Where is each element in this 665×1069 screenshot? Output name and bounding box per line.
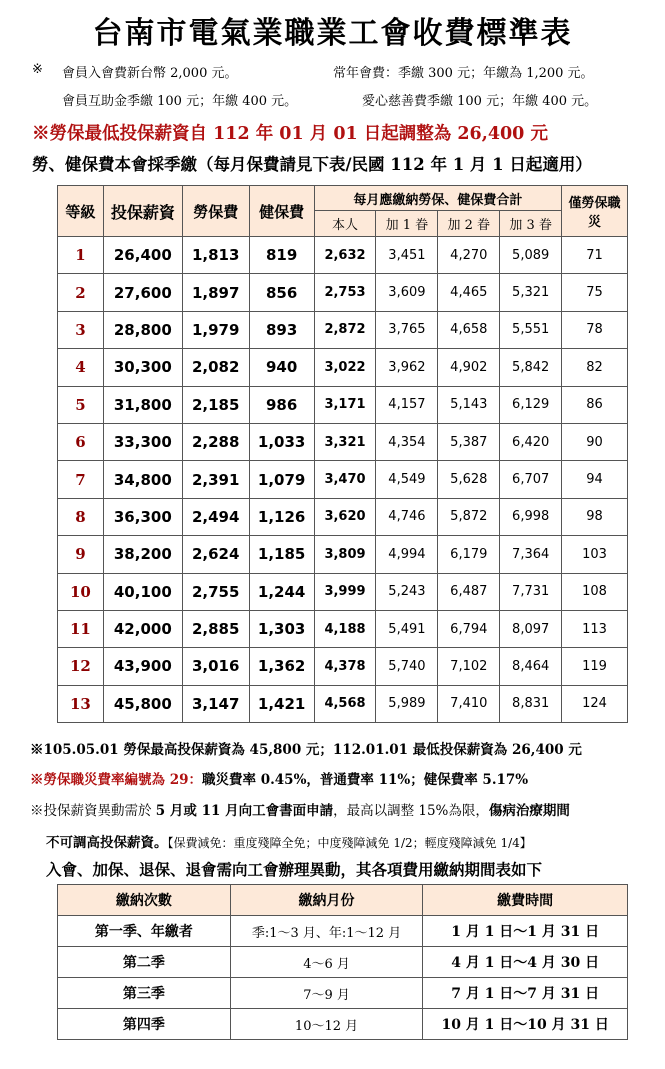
table-row — [58, 349, 628, 386]
entry-fee-note: 會員入會費新台幣 2,000 元。 — [62, 66, 238, 81]
dep1-total-cell: 3,765 — [376, 311, 438, 348]
table-row — [58, 274, 628, 311]
table-row — [58, 947, 628, 978]
rate-table — [57, 185, 628, 723]
labor-fee-cell: 1,897 — [182, 274, 249, 311]
level-cell: 10 — [58, 573, 104, 610]
payment-table — [57, 884, 628, 1040]
self-total-cell: 3,620 — [314, 498, 376, 535]
labor-fee-cell: 2,885 — [182, 610, 249, 647]
self-total-cell: 3,321 — [314, 423, 376, 460]
salary-cell: 43,900 — [103, 648, 182, 685]
level-cell: 9 — [58, 536, 104, 573]
header-monthly-total: 每月應繳納勞保、健保費合計 — [314, 186, 562, 211]
level-cell: 1 — [58, 237, 104, 274]
header-labor-fee: 勞保費 — [182, 186, 249, 237]
header-health-fee: 健保費 — [249, 186, 314, 237]
table-row — [58, 610, 628, 647]
notes-mark: ※ — [32, 62, 43, 77]
self-total-cell: 2,872 — [314, 311, 376, 348]
level-cell: 6 — [58, 423, 104, 460]
dep1-total-cell: 3,609 — [376, 274, 438, 311]
level-cell: 13 — [58, 685, 104, 722]
labor-fee-cell: 2,185 — [182, 386, 249, 423]
dep2-total-cell: 6,179 — [438, 536, 500, 573]
header-occupational: 僅勞保職災 — [562, 186, 628, 237]
pay-count-cell: 第四季 — [58, 1009, 231, 1040]
dep3-total-cell: 6,420 — [500, 423, 562, 460]
table-row — [58, 1009, 628, 1040]
footnote-rates-code: ※勞保職災費率編號為 29： — [30, 772, 202, 788]
salary-cell: 34,800 — [103, 461, 182, 498]
page-title: 台南市電氣業職業工會收費標準表 — [92, 16, 573, 51]
salary-cell: 38,200 — [103, 536, 182, 573]
dep3-total-cell: 5,842 — [500, 349, 562, 386]
header-level: 等級 — [58, 186, 104, 237]
health-fee-cell: 893 — [249, 311, 314, 348]
pay-months-cell: 4～6 月 — [230, 947, 423, 978]
dep1-total-cell: 4,549 — [376, 461, 438, 498]
table-row — [58, 916, 628, 947]
mutual-aid-note: 會員互助金季繳 100 元；年繳 400 元。 — [62, 94, 298, 109]
occupational-cell: 103 — [562, 536, 628, 573]
headline: ※勞保最低投保薪資自 112 年 01 月 01 日起調整為 26,400 元 — [32, 124, 548, 144]
pay-count-cell: 第二季 — [58, 947, 231, 978]
salary-cell: 36,300 — [103, 498, 182, 535]
self-total-cell: 3,809 — [314, 536, 376, 573]
labor-fee-cell: 2,624 — [182, 536, 249, 573]
dep1-total-cell: 5,491 — [376, 610, 438, 647]
labor-fee-cell: 3,016 — [182, 648, 249, 685]
footnote-rates — [30, 768, 528, 788]
level-cell: 5 — [58, 386, 104, 423]
dep2-total-cell: 7,102 — [438, 648, 500, 685]
dep2-total-cell: 4,465 — [438, 274, 500, 311]
level-cell: 11 — [58, 610, 104, 647]
occupational-cell: 75 — [562, 274, 628, 311]
footnote-rates-values: 職災費率 0.45%，普通費率 11%；健保費率 5.17% — [202, 772, 529, 788]
health-fee-cell: 1,126 — [249, 498, 314, 535]
self-total-cell: 2,632 — [314, 237, 376, 274]
salary-cell: 27,600 — [103, 274, 182, 311]
self-total-cell: 3,470 — [314, 461, 376, 498]
occupational-cell: 119 — [562, 648, 628, 685]
dep3-total-cell: 5,089 — [500, 237, 562, 274]
dep1-total-cell: 5,989 — [376, 685, 438, 722]
health-fee-cell: 1,244 — [249, 573, 314, 610]
health-fee-cell: 1,185 — [249, 536, 314, 573]
labor-fee-cell: 1,979 — [182, 311, 249, 348]
dep2-total-cell: 5,628 — [438, 461, 500, 498]
level-cell: 7 — [58, 461, 104, 498]
dep2-total-cell: 4,658 — [438, 311, 500, 348]
header-salary: 投保薪資 — [103, 186, 182, 237]
dep1-total-cell: 5,740 — [376, 648, 438, 685]
table-row — [58, 461, 628, 498]
dep3-total-cell: 7,364 — [500, 536, 562, 573]
labor-fee-cell: 2,494 — [182, 498, 249, 535]
occupational-cell: 78 — [562, 311, 628, 348]
labor-fee-cell: 2,288 — [182, 423, 249, 460]
health-fee-cell: 856 — [249, 274, 314, 311]
dep3-total-cell: 8,831 — [500, 685, 562, 722]
pay-header-time: 繳費時間 — [423, 885, 628, 916]
footnote-adjust-cont: 不可調高投保薪資。【保費減免：重度殘障全免；中度殘障減免 1/2；輕度殘障減免 1/4】 — [46, 835, 532, 851]
header-dep1: 加 1 眷 — [376, 211, 438, 237]
table-row — [58, 498, 628, 535]
dep2-total-cell: 5,143 — [438, 386, 500, 423]
dep1-total-cell: 3,451 — [376, 237, 438, 274]
health-fee-cell: 1,421 — [249, 685, 314, 722]
dep3-total-cell: 6,129 — [500, 386, 562, 423]
pay-time-cell: 4 月 1 日～4 月 30 日 — [423, 947, 628, 978]
dep3-total-cell: 5,321 — [500, 274, 562, 311]
health-fee-cell: 1,079 — [249, 461, 314, 498]
self-total-cell: 4,188 — [314, 610, 376, 647]
dep2-total-cell: 4,270 — [438, 237, 500, 274]
labor-fee-cell: 2,755 — [182, 573, 249, 610]
level-cell: 8 — [58, 498, 104, 535]
payment-intro: 入會、加保、退保、退會需向工會辦理異動，其各項費用繳納期間表如下 — [46, 860, 543, 879]
dep2-total-cell: 5,387 — [438, 423, 500, 460]
subheadline: 勞、健保費本會採季繳（每月保費請見下表/民國 112 年 1 月 1 日起適用） — [32, 155, 592, 174]
salary-cell: 42,000 — [103, 610, 182, 647]
table-row — [58, 311, 628, 348]
labor-fee-cell: 2,082 — [182, 349, 249, 386]
pay-time-cell: 10 月 1 日～10 月 31 日 — [423, 1009, 628, 1040]
header-dep2: 加 2 眷 — [438, 211, 500, 237]
dep3-total-cell: 6,998 — [500, 498, 562, 535]
dep1-total-cell: 3,962 — [376, 349, 438, 386]
table-row — [58, 978, 628, 1009]
level-cell: 2 — [58, 274, 104, 311]
self-total-cell: 4,378 — [314, 648, 376, 685]
dep1-total-cell: 4,354 — [376, 423, 438, 460]
occupational-cell: 86 — [562, 386, 628, 423]
labor-fee-cell: 1,813 — [182, 237, 249, 274]
self-total-cell: 4,568 — [314, 685, 376, 722]
dep2-total-cell: 6,794 — [438, 610, 500, 647]
footnote-adjust: ※投保薪資異動需於 5 月或 11 月向工會書面申請，最高以調整 15%為限，傷病治療期間 — [30, 803, 570, 819]
pay-months-cell: 10～12 月 — [230, 1009, 423, 1040]
salary-cell: 30,300 — [103, 349, 182, 386]
labor-fee-cell: 2,391 — [182, 461, 249, 498]
health-fee-cell: 1,033 — [249, 423, 314, 460]
pay-months-cell: 7～9 月 — [230, 978, 423, 1009]
pay-header-months: 繳納月份 — [230, 885, 423, 916]
table-row — [58, 423, 628, 460]
salary-cell: 45,800 — [103, 685, 182, 722]
pay-months-cell: 季:1～3 月、年:1～12 月 — [230, 916, 423, 947]
health-fee-cell: 1,362 — [249, 648, 314, 685]
dep2-total-cell: 6,487 — [438, 573, 500, 610]
self-total-cell: 3,171 — [314, 386, 376, 423]
dep2-total-cell: 7,410 — [438, 685, 500, 722]
occupational-cell: 124 — [562, 685, 628, 722]
occupational-cell: 113 — [562, 610, 628, 647]
salary-cell: 40,100 — [103, 573, 182, 610]
level-cell: 3 — [58, 311, 104, 348]
table-row — [58, 573, 628, 610]
footnote-salary-range: ※105.05.01 勞保最高投保薪資為 45,800 元；112.01.01 最低投保薪資為 26,400 元 — [30, 742, 582, 758]
header-self: 本人 — [314, 211, 376, 237]
occupational-cell: 90 — [562, 423, 628, 460]
pay-count-cell: 第三季 — [58, 978, 231, 1009]
dep1-total-cell: 4,994 — [376, 536, 438, 573]
self-total-cell: 3,022 — [314, 349, 376, 386]
occupational-cell: 94 — [562, 461, 628, 498]
dep3-total-cell: 8,464 — [500, 648, 562, 685]
labor-fee-cell: 3,147 — [182, 685, 249, 722]
health-fee-cell: 819 — [249, 237, 314, 274]
health-fee-cell: 940 — [249, 349, 314, 386]
occupational-cell: 82 — [562, 349, 628, 386]
health-fee-cell: 1,303 — [249, 610, 314, 647]
dep1-total-cell: 5,243 — [376, 573, 438, 610]
dep1-total-cell: 4,746 — [376, 498, 438, 535]
dep3-total-cell: 7,731 — [500, 573, 562, 610]
dep2-total-cell: 4,902 — [438, 349, 500, 386]
charity-note: 愛心慈善費季繳 100 元；年繳 400 元。 — [362, 94, 598, 109]
level-cell: 12 — [58, 648, 104, 685]
dep3-total-cell: 5,551 — [500, 311, 562, 348]
pay-header-count: 繳納次數 — [58, 885, 231, 916]
dep1-total-cell: 4,157 — [376, 386, 438, 423]
table-row — [58, 386, 628, 423]
salary-cell: 33,300 — [103, 423, 182, 460]
dep3-total-cell: 8,097 — [500, 610, 562, 647]
annual-fee-note: 常年會費：季繳 300 元；年繳為 1,200 元。 — [333, 66, 594, 81]
occupational-cell: 98 — [562, 498, 628, 535]
table-row — [58, 648, 628, 685]
salary-cell: 28,800 — [103, 311, 182, 348]
occupational-cell: 108 — [562, 573, 628, 610]
dep2-total-cell: 5,872 — [438, 498, 500, 535]
pay-time-cell: 7 月 1 日～7 月 31 日 — [423, 978, 628, 1009]
dep3-total-cell: 6,707 — [500, 461, 562, 498]
header-dep3: 加 3 眷 — [500, 211, 562, 237]
table-row — [58, 536, 628, 573]
salary-cell: 31,800 — [103, 386, 182, 423]
pay-count-cell: 第一季、年繳者 — [58, 916, 231, 947]
pay-time-cell: 1 月 1 日～1 月 31 日 — [423, 916, 628, 947]
level-cell: 4 — [58, 349, 104, 386]
self-total-cell: 2,753 — [314, 274, 376, 311]
table-row — [58, 237, 628, 274]
table-row — [58, 685, 628, 722]
health-fee-cell: 986 — [249, 386, 314, 423]
occupational-cell: 71 — [562, 237, 628, 274]
salary-cell: 26,400 — [103, 237, 182, 274]
self-total-cell: 3,999 — [314, 573, 376, 610]
